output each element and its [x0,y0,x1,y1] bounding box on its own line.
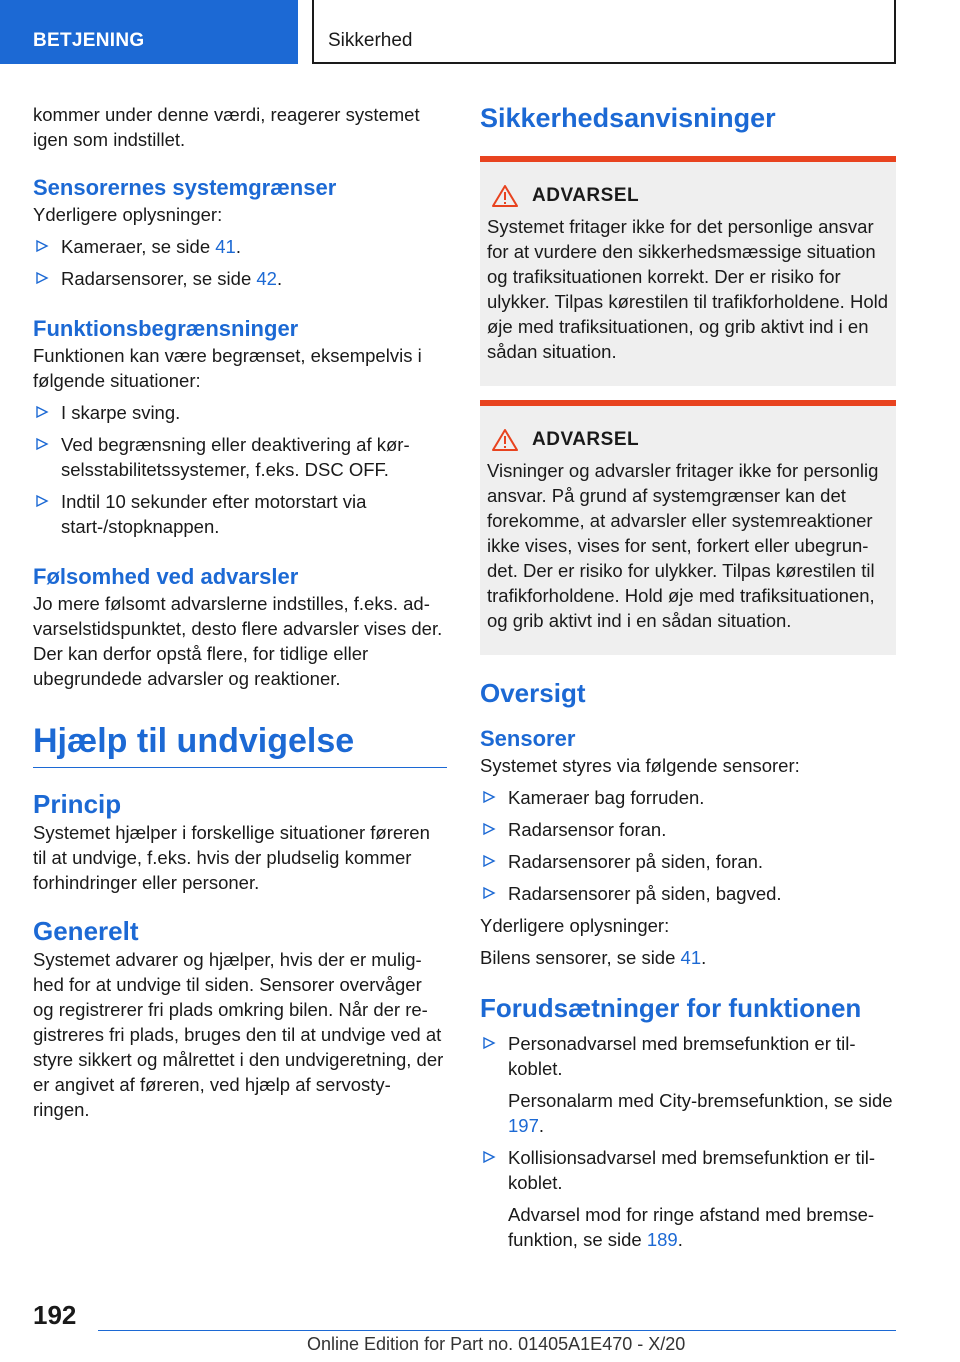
warning-triangle-icon [491,428,519,452]
sensors-intro: Systemet styres via følgende sensorer: [480,755,800,776]
triangle-right-icon [35,405,49,419]
heading-general: Generelt [33,916,139,946]
warning-triangle-icon [491,184,519,208]
triangle-right-icon [482,1036,496,1050]
warning-body: Systemet fritager ikke for det personlige ansvar for at vurdere den sikkerhedsmæssige situation og trafiksituationen korrekt. Der er risiko for ulykker. Tilpas kørestilen til trafikforholdene. Hold øje med trafiksituationen, og grib aktivt ind i en sådan situation. [487,216,889,362]
page-link-197[interactable]: 197 [508,1115,539,1136]
heading-sensor-limits: Sensorernes systemgrænser [33,175,337,200]
triangle-right-icon [482,790,496,804]
list-item: Radarsensorer på siden, bagved. [480,881,896,906]
sensors-list [480,785,896,906]
heading-principle: Princip [33,789,122,819]
heading-warning-sensitivity: Følsomhed ved advarsler [33,564,299,589]
warning-label: ADVARSEL [532,185,640,206]
footer-divider [98,1330,896,1331]
list-item: Kameraer, se side 41. [33,234,447,259]
page-link-41[interactable]: 41 [215,236,236,257]
general-body: Systemet advarer og hjælper, hvis der er mulig-hed for at undvige til siden. Sensorer overvåger og registrerer fri plads omkring bilen. Når der re-gistreres fri plads, bruges den til at undvige ved at styre sikkert og målrettet i den undvigeretning, der er angivet af føreren, ved hjælp af servosty-ringen. [33,949,444,1120]
sensor-limits-list [33,234,447,291]
list-item: Radarsensor foran. [480,817,896,842]
function-limits-intro: Funktionen kan være begrænset, eksempelvis i følgende situationer: [33,345,422,391]
list-item: Kollisionsadvarsel med bremsefunktion er til-koblet. Advarsel mod for ringe afstand med bremse-funktion, se side 189. [480,1145,896,1252]
list-item: Radarsensorer på siden, foran. [480,849,896,874]
heading-sensors: Sensorer [480,726,576,751]
heading-function-limits: Funktionsbegrænsninger [33,316,299,341]
triangle-right-icon [35,271,49,285]
triangle-right-icon [482,822,496,836]
triangle-right-icon [482,1150,496,1164]
section-tab: BETJENING [0,0,298,64]
list-item: Indtil 10 sekunder efter motorstart via start-/stopknappen. [33,489,447,539]
right-column [480,102,896,1252]
heading-evasion-aid: Hjælp til undvigelse [33,721,447,768]
list-item: Kameraer bag forruden. [480,785,896,810]
principle-body: Systemet hjælper i forskellige situationer føreren til at undvige, f.eks. hvis der pludselig kommer forhindringer eller personer. [33,822,430,893]
triangle-right-icon [35,494,49,508]
sensor-limits-intro: Yderligere oplysninger: [33,204,223,225]
heading-safety-notes: Sikkerhedsanvisninger [480,103,776,133]
heading-prerequisites: Forudsætninger for funktionen [480,993,862,1023]
sensors-more: Yderligere oplysninger: [480,915,670,936]
warning-sensitivity-body: Jo mere følsomt advarslerne indstilles, f.eks. ad-varselstidspunktet, desto flere advarsler vises der. Der kan derfor opstå flere, for tidlige eller ubegrundede advarsler og reaktioner. [33,593,443,689]
page-link-41[interactable]: 41 [680,947,702,968]
list-item: Ved begrænsning eller deaktivering af kør-selsstabilitetssystemer, f.eks. DSC OFF. [33,432,447,482]
list-item: I skarpe sving. [33,400,447,425]
page-number: 192 [33,1300,77,1330]
chapter-title: Sikkerhed [312,0,896,64]
sensors-reference: Bilens sensorer, se side 41. [480,947,707,968]
triangle-right-icon [482,886,496,900]
triangle-right-icon [35,437,49,451]
edition-note: Online Edition for Part no. 01405A1E470 - X/20 [307,1334,686,1354]
prerequisites-list [480,1031,896,1252]
function-limits-list [33,400,447,539]
left-column [33,102,447,1122]
warning-label: ADVARSEL [532,429,640,450]
warning-body: Visninger og advarsler fritager ikke for personlig ansvar. På grund af systemgrænser kan det forekomme, at advarsler eller systemreaktioner ikke vises, vises for sent, forkert eller ubegrun-det. Der er risiko for ulykker. Tilpas kørestilen til trafikforholdene. Hold øje med trafiksituationen, og grib aktivt ind i en sådan situation. [487,460,879,631]
warning-box [480,400,896,655]
page-link-189[interactable]: 189 [646,1229,678,1250]
triangle-right-icon [35,239,49,253]
warning-box [480,156,896,386]
heading-overview: Oversigt [480,678,586,708]
page-link-42[interactable]: 42 [256,268,277,289]
intro-paragraph: kommer under denne værdi, reagerer systemet igen som indstillet. [33,104,420,150]
list-item: Personadvarsel med bremsefunktion er til-koblet. Personalarm med City-bremsefunktion, se side 197. [480,1031,896,1138]
list-item: Radarsensorer, se side 42. [33,266,447,291]
triangle-right-icon [482,854,496,868]
